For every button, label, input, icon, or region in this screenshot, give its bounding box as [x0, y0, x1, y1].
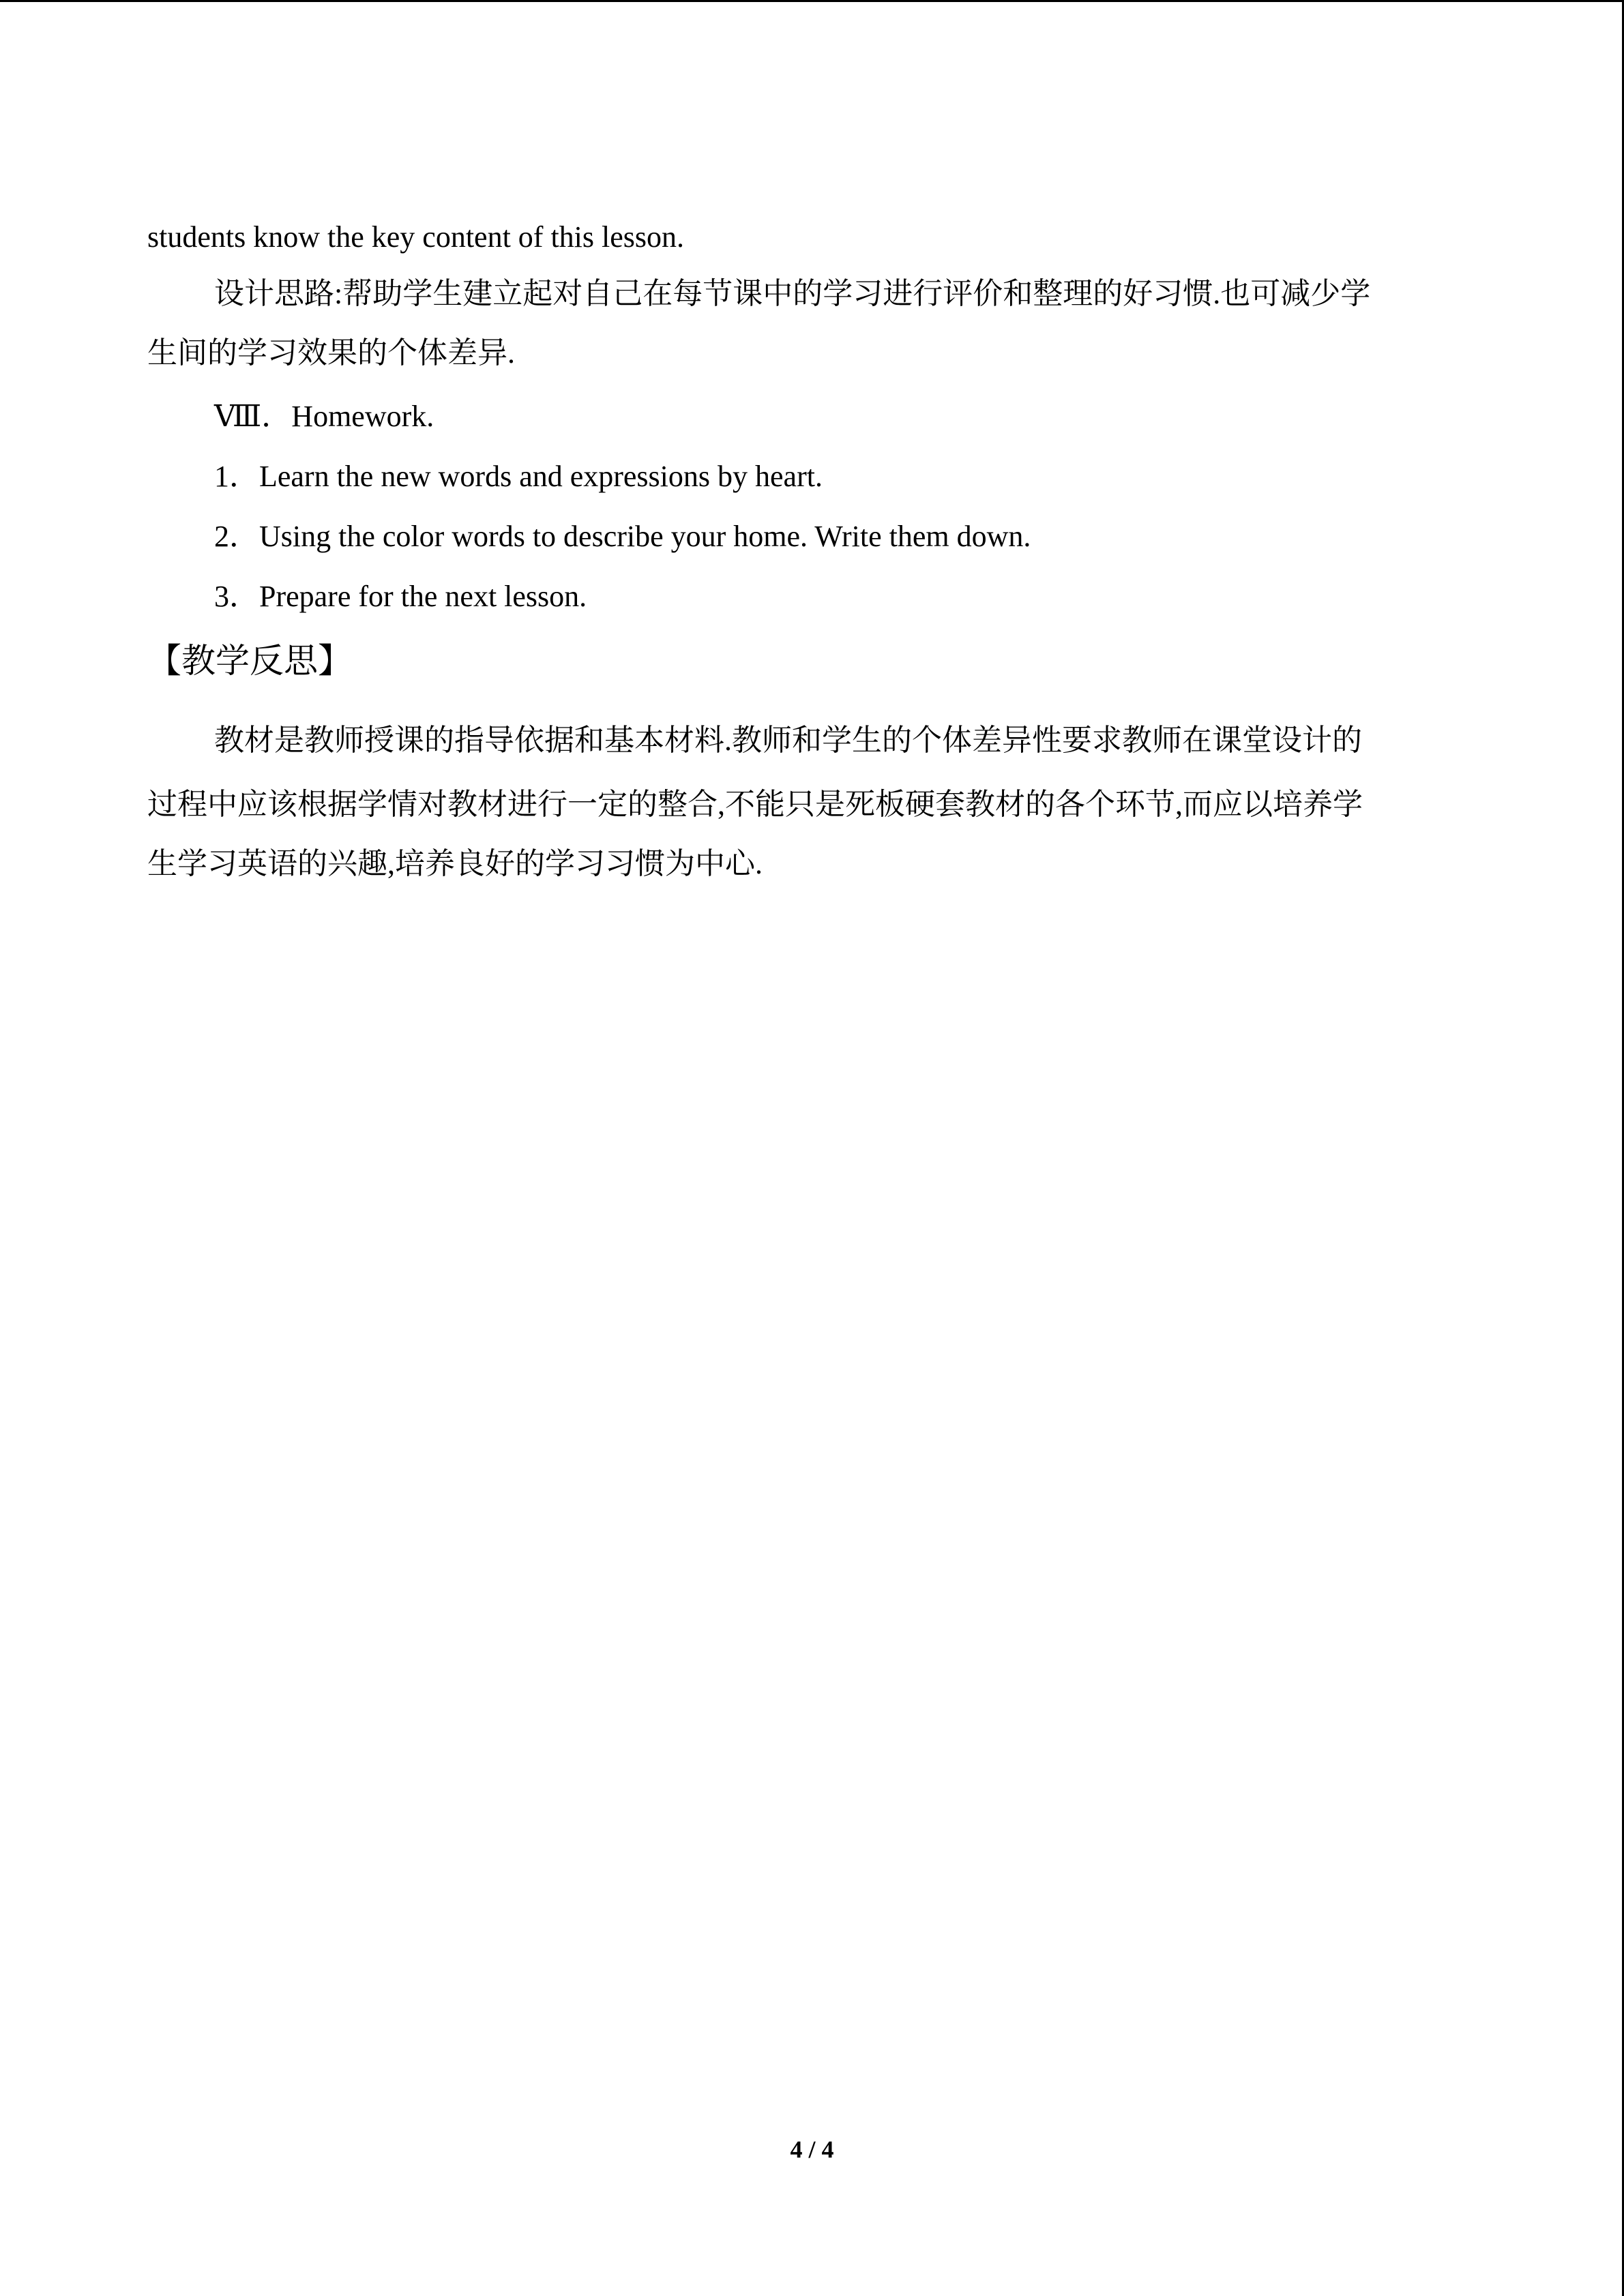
paragraph-continuation: students know the key content of this lesson.: [147, 220, 685, 254]
homework-item-1: 1．Learn the new words and expressions by heart.: [214, 460, 823, 493]
reflection-line-1: 教材是教师授课的指导依据和基本材料.教师和学生的个体差异性要求教师在课堂设计的: [214, 724, 1362, 757]
page-number: 4 / 4: [790, 2136, 834, 2163]
reflection-line-3: 生学习英语的兴趣,培养良好的学习习惯为中心.: [147, 847, 763, 880]
reflection-heading: 【教学反思】: [147, 641, 352, 681]
homework-heading: Ⅷ．Homework.: [214, 400, 434, 433]
reflection-line-2: 过程中应该根据学情对教材进行一定的整合,不能只是死板硬套教材的各个环节,而应以培养学: [147, 788, 1363, 821]
design-idea-line-1: 设计思路:帮助学生建立起对自己在每节课中的学习进行评价和整理的好习惯.也可减少学: [214, 277, 1371, 310]
homework-item-3: 3．Prepare for the next lesson.: [214, 580, 587, 613]
design-idea-line-2: 生间的学习效果的个体差异.: [147, 336, 515, 370]
homework-item-2: 2．Using the color words to describe your home. Write them down.: [214, 520, 1031, 553]
page-top-border: [0, 0, 1624, 2]
